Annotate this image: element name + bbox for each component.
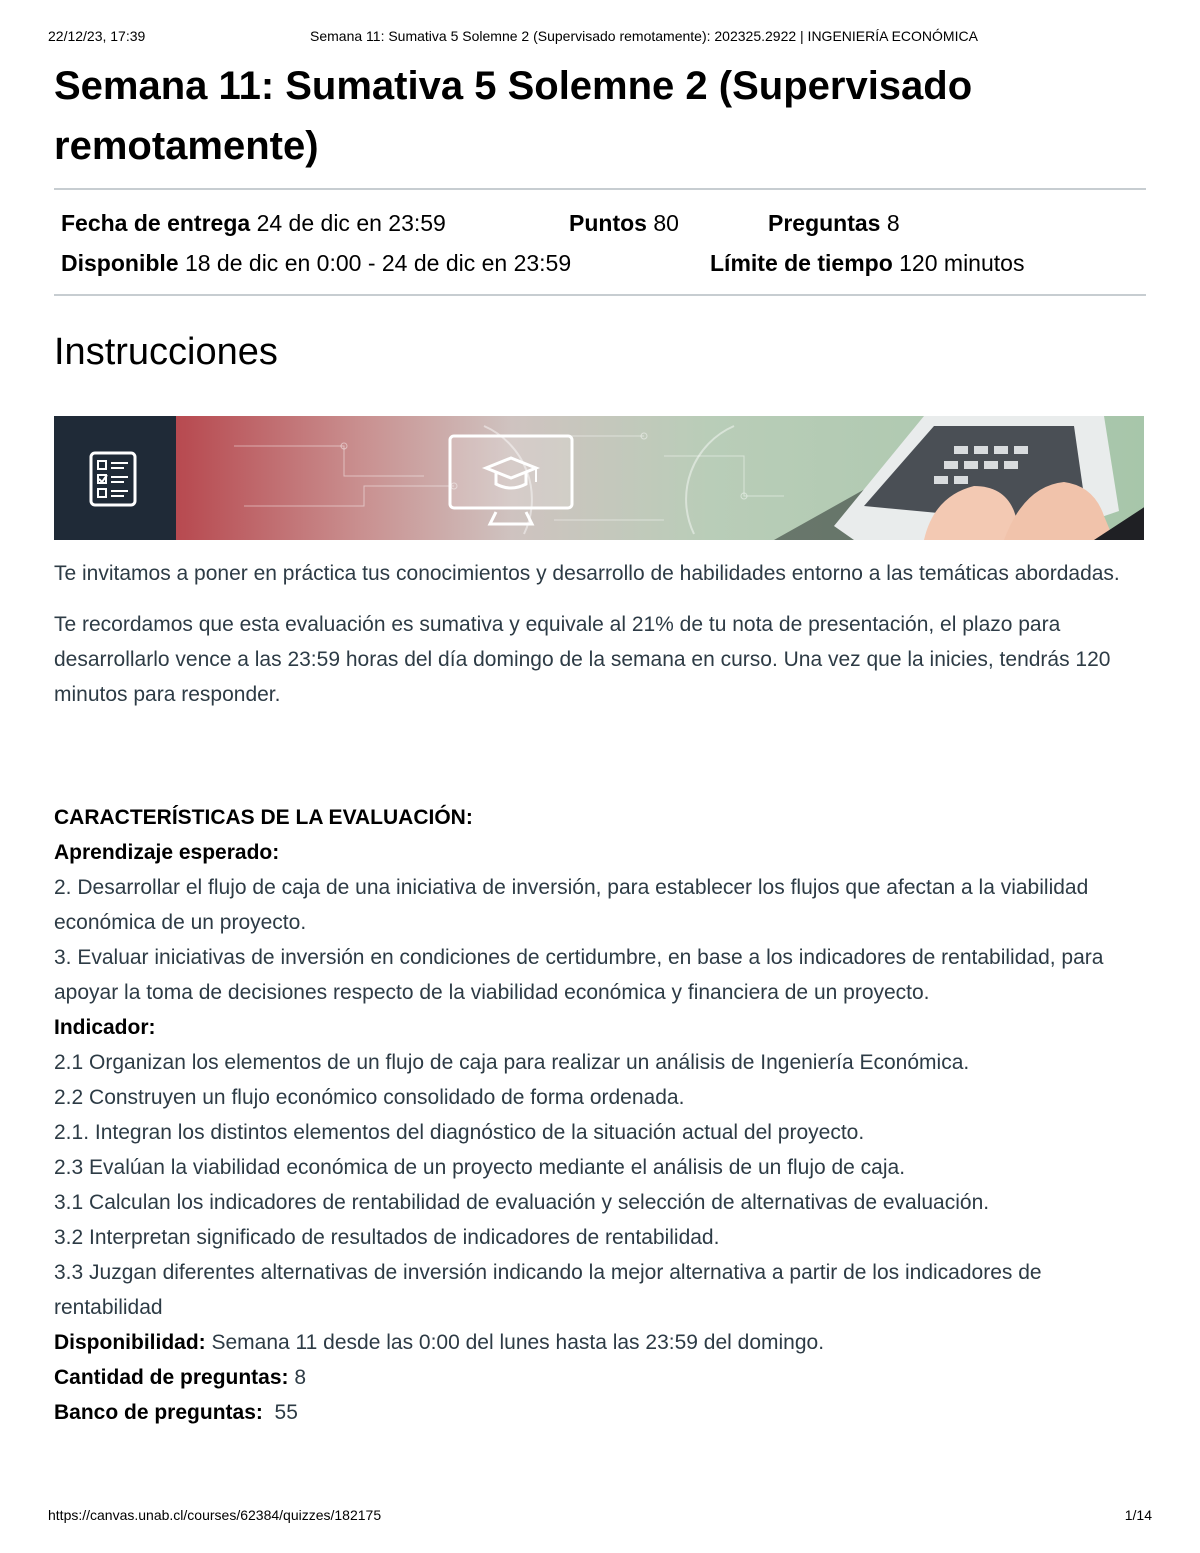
questions-value: 8 — [886, 210, 900, 236]
detail-time-limit — [710, 250, 1024, 277]
question-bank-value: 55 — [262, 1401, 298, 1424]
print-date: 22/12/23, 17:39 — [48, 28, 146, 44]
question-bank-line — [54, 1395, 1146, 1430]
instructions-banner — [54, 416, 1144, 540]
questions-label: Preguntas — [768, 210, 881, 236]
time-limit-label: Límite de tiempo — [710, 250, 893, 276]
question-count-label: Cantidad de preguntas: — [54, 1366, 289, 1389]
page-number: 1/14 — [1124, 1507, 1152, 1523]
question-count-line — [54, 1360, 1146, 1395]
characteristics-heading: CARACTERÍSTICAS DE LA EVALUACIÓN: — [54, 806, 473, 829]
available-label: Disponible — [61, 250, 179, 276]
laptop-typing-image — [774, 416, 1144, 540]
indicator-item: 2.1 Organizan los elementos de un flujo de caja para realizar un análisis de Ingeniería Económica. — [54, 1051, 970, 1074]
print-url: https://canvas.unab.cl/courses/62384/quizzes/182175 — [48, 1507, 382, 1523]
indicator-label: Indicador: — [54, 1016, 156, 1039]
due-date-label: Fecha de entrega — [61, 210, 251, 236]
detail-available — [61, 250, 571, 277]
expected-learning-label: Aprendizaje esperado: — [54, 841, 280, 864]
indicator-item: 3.2 Interpretan significado de resultados de indicadores de rentabilidad. — [54, 1226, 720, 1249]
detail-questions — [768, 210, 900, 237]
divider — [54, 294, 1146, 296]
instructions-paragraph-1: Te invitamos a poner en práctica tus conocimientos y desarrollo de habilidades entorno a las temáticas abordadas. — [54, 562, 1120, 585]
expected-learning-item: 2. Desarrollar el flujo de caja de una iniciativa de inversión, para establecer los flujos que afectan a la viabilidad económica de un proyecto. — [54, 876, 1089, 934]
question-count-value: 8 — [288, 1366, 307, 1389]
indicator-item: 2.3 Evalúan la viabilidad económica de un proyecto mediante el análisis de un flujo de caja. — [54, 1156, 906, 1179]
print-header — [48, 28, 1152, 48]
indicator-item: 2.2 Construyen un flujo económico consolidado de forma ordenada. — [54, 1086, 685, 1109]
graduation-cap-icon — [446, 432, 576, 528]
points-value: 80 — [653, 210, 679, 236]
detail-points — [569, 210, 679, 237]
print-document-title: Semana 11: Sumativa 5 Solemne 2 (Supervisado remotamente): 202325.2922 | INGENIERÍA ECONÓMICA — [310, 28, 978, 44]
availability-label: Disponibilidad: — [54, 1331, 206, 1354]
instructions-title: Instrucciones — [54, 331, 278, 373]
instructions-paragraph-2: Te recordamos que esta evaluación es sumativa y equivale al 21% de tu nota de presentación, el plazo para desarrollarlo vence a las 23:59 horas del día domingo de la semana en curso. Una vez que la inicies, tendrás 120 minutos para responder. — [54, 613, 1111, 706]
evaluation-characteristics — [54, 800, 1146, 1430]
question-bank-label: Banco de preguntas: — [54, 1401, 263, 1424]
page-title: Semana 11: Sumativa 5 Solemne 2 (Supervisado remotamente) — [54, 64, 973, 168]
quiz-details — [54, 190, 1146, 294]
banner-dark-block — [54, 416, 176, 540]
detail-due-date — [61, 210, 446, 237]
availability-line — [54, 1325, 1146, 1360]
points-label: Puntos — [569, 210, 647, 236]
available-value: 18 de dic en 0:00 - 24 de dic en 23:59 — [184, 250, 572, 276]
expected-learning-item: 3. Evaluar iniciativas de inversión en condiciones de certidumbre, en base a los indicadores de rentabilidad, para apoyar la toma de decisiones respecto de la viabilidad económica y financiera de un proyecto. — [54, 946, 1104, 1004]
indicator-item: 2.1. Integran los distintos elementos del diagnóstico de la situación actual del proyecto. — [54, 1121, 865, 1144]
main-content — [54, 56, 1146, 1430]
time-limit-value: 120 minutos — [899, 250, 1025, 276]
checklist-icon — [88, 450, 138, 508]
due-date-value: 24 de dic en 23:59 — [256, 210, 446, 236]
availability-value: Semana 11 desde las 0:00 del lunes hasta las 23:59 del domingo. — [205, 1331, 825, 1354]
print-footer — [48, 1507, 1152, 1527]
indicator-item: 3.3 Juzgan diferentes alternativas de inversión indicando la mejor alternativa a partir de los indicadores de rentabilidad — [54, 1261, 1042, 1319]
indicator-item: 3.1 Calculan los indicadores de rentabilidad de evaluación y selección de alternativas de evaluación. — [54, 1191, 990, 1214]
